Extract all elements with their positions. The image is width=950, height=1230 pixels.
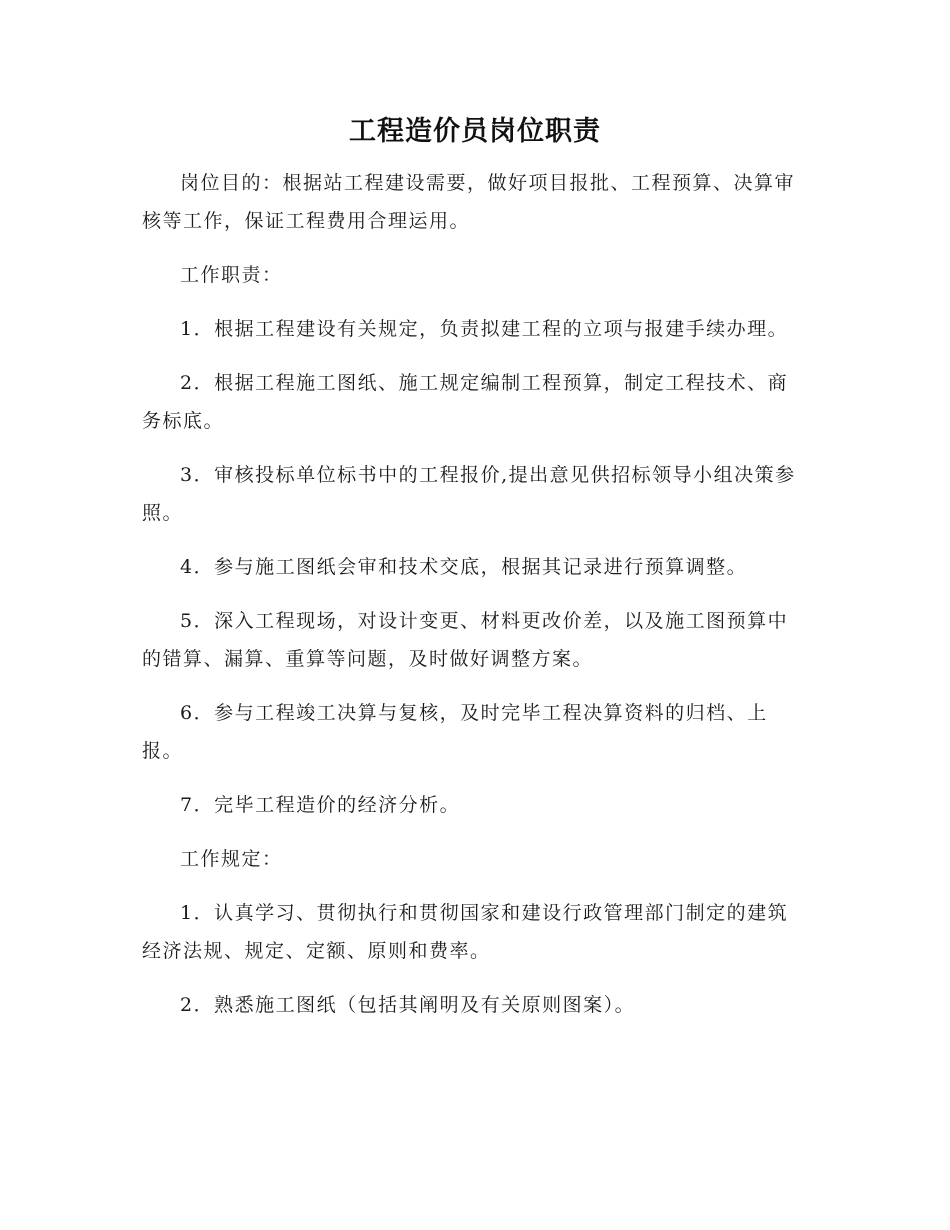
section-heading-duties: 工作职责： [180, 264, 283, 286]
requirement-item-1: 1．认真学习、贯彻执行和贯彻国家和建设行政管理部门制定的建筑经济法规、规定、定额、原则和费率。 [142, 902, 789, 962]
duty-item-7: 7．完毕工程造价的经济分析。 [180, 794, 461, 816]
duty-item-5: 5．深入工程现场，对设计变更、材料更改价差，以及施工图预算中的错算、漏算、重算等问题，及时做好调整方案。 [142, 610, 789, 670]
duty-item-2: 2．根据工程施工图纸、施工规定编制工程预算，制定工程技术、商务标底。 [142, 372, 789, 432]
document-title: 工程造价员岗位职责 [349, 116, 601, 147]
duty-item-1: 1．根据工程建设有关规定，负责拟建工程的立项与报建手续办理。 [180, 318, 789, 340]
duty-item-4: 4．参与施工图纸会审和技术交底，根据其记录进行预算调整。 [180, 556, 748, 578]
section-heading-requirements: 工作规定： [180, 848, 283, 870]
paragraph-purpose: 岗位目的：根据站工程建设需要，做好项目报批、工程预算、决算审核等工作，保证工程费用合理运用。 [142, 172, 796, 232]
duty-item-3: 3．审核投标单位标书中的工程报价,提出意见供招标领导小组决策参照。 [142, 464, 796, 524]
document-body [142, 164, 808, 1040]
duty-item-6: 6．参与工程竣工决算与复核，及时完毕工程决算资料的归档、上报。 [142, 702, 768, 762]
requirement-item-2: 2．熟悉施工图纸（包括其阐明及有关原则图案）。 [180, 994, 636, 1016]
